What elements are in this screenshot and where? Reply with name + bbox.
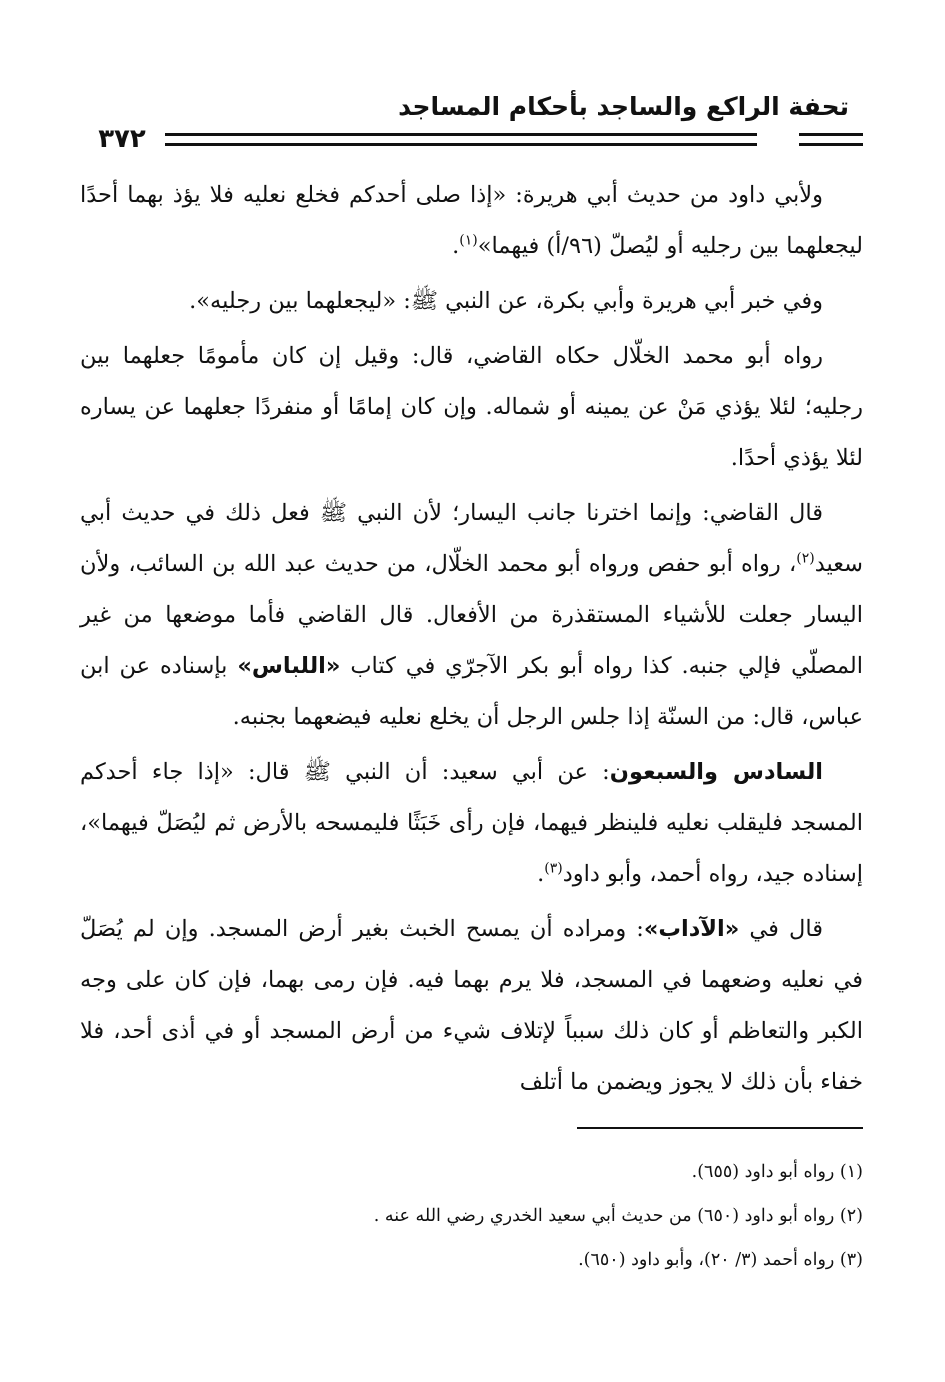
footnote: (٣) رواه أحمد (٣/ ٢٠)، وأبو داود (٦٥٠). (578, 1250, 863, 1270)
paragraph (80, 747, 863, 900)
paragraph (80, 904, 863, 1108)
page-number: ٣٧٢ (98, 124, 146, 154)
text-segment: قال في (739, 916, 823, 942)
header-rule-right-bottom (799, 143, 863, 146)
header-rule-top (165, 133, 757, 136)
footnotes (80, 1150, 863, 1282)
text-segment: : ومراده أن يمسح الخبث بغير أرض المسجد. وإن لم يُصَلّ في نعليه وضعهما في المسجد، فلا يرم بهما فيه. فإن رمى بهما، فإن كان على وجه الكبر والتعاظم أو كان ذلك سبباً لإتلاف شيء من أرض المسجد أو في أذى أحد، فلا خفاء بأن ذلك لا يجوز ويضمن ما أتلف (80, 916, 863, 1095)
paragraph (80, 331, 863, 484)
footnote: (١) رواه أبو داود (٦٥٥). (691, 1162, 863, 1182)
text-segment: ، رواه أبو حفص ورواه أبو محمد الخلّال، من حديث عبد الله بن السائب، ولأن اليسار جعلت للأشياء المستقذرة من الأفعال. قال القاضي فأما موضعها من غير المصلّي فإلي جنبه. كذا رواه أبو بكر الآجرّي في كتاب (80, 551, 863, 679)
footnote-marker: (٢) (796, 550, 815, 567)
header-rule-right-top (799, 133, 863, 136)
footnote-marker: (١) (459, 232, 478, 249)
text-segment: قال القاضي: وإنما اخترنا جانب اليسار؛ لأن النبي ﷺ فعل ذلك في حديث أبي سعيد (80, 500, 863, 577)
text-segment: وفي خبر أبي هريرة وأبي بكرة، عن النبي ﷺ: «ليجعلهما بين رجليه». (189, 288, 823, 314)
book-title: «اللباس» (237, 653, 341, 679)
main-text (80, 170, 863, 1112)
footnote-separator (577, 1127, 863, 1129)
paragraph (80, 170, 863, 272)
text-segment: . (537, 861, 545, 887)
footnote: (٢) رواه أبو داود (٦٥٠) من حديث أبي سعيد الخدري رضي الله عنه . (373, 1206, 863, 1226)
text-segment: : عن أبي سعيد: أن النبي ﷺ قال: «إذا جاء أحدكم المسجد فليقلب نعليه فلينظر فيهما، فإن رأى خَبَثًا فليمسحه بالأرض ثم ليُصَلّ فيهما»، إسناده جيد، رواه أحمد، وأبو داود (80, 759, 863, 887)
book-title: «الآداب» (643, 916, 740, 942)
running-title: تحفة الراكع والساجد بأحكام المساجد (398, 92, 849, 121)
header-rule-bottom (165, 143, 757, 146)
text-segment: بإسناده عن ابن عباس، قال: من السنّة إذا جلس الرجل أن يخلع نعليه فيضعهما بجنبه. (80, 653, 863, 730)
footnote-marker: (٣) (544, 860, 563, 877)
text-segment: . (452, 233, 460, 259)
paragraph (80, 276, 863, 327)
paragraph (80, 488, 863, 743)
text-segment: ولأبي داود من حديث أبي هريرة: «إذا صلى أحدكم فخلع نعليه فلا يؤذ بهما أحدًا ليجعلهما بين رجليه أو ليُصلّ (٩٦/أ) فيهما» (80, 182, 863, 259)
section-heading: السادس والسبعون (609, 759, 824, 785)
text-segment: رواه أبو محمد الخلّال حكاه القاضي، قال: وقيل إن كان مأمومًا جعلهما بين رجليه؛ لئلا يؤذي مَنْ عن يمينه أو شماله. وإن كان إمامًا أو منفردًا جعلهما عن يساره لئلا يؤذي أحدًا. (80, 343, 863, 471)
